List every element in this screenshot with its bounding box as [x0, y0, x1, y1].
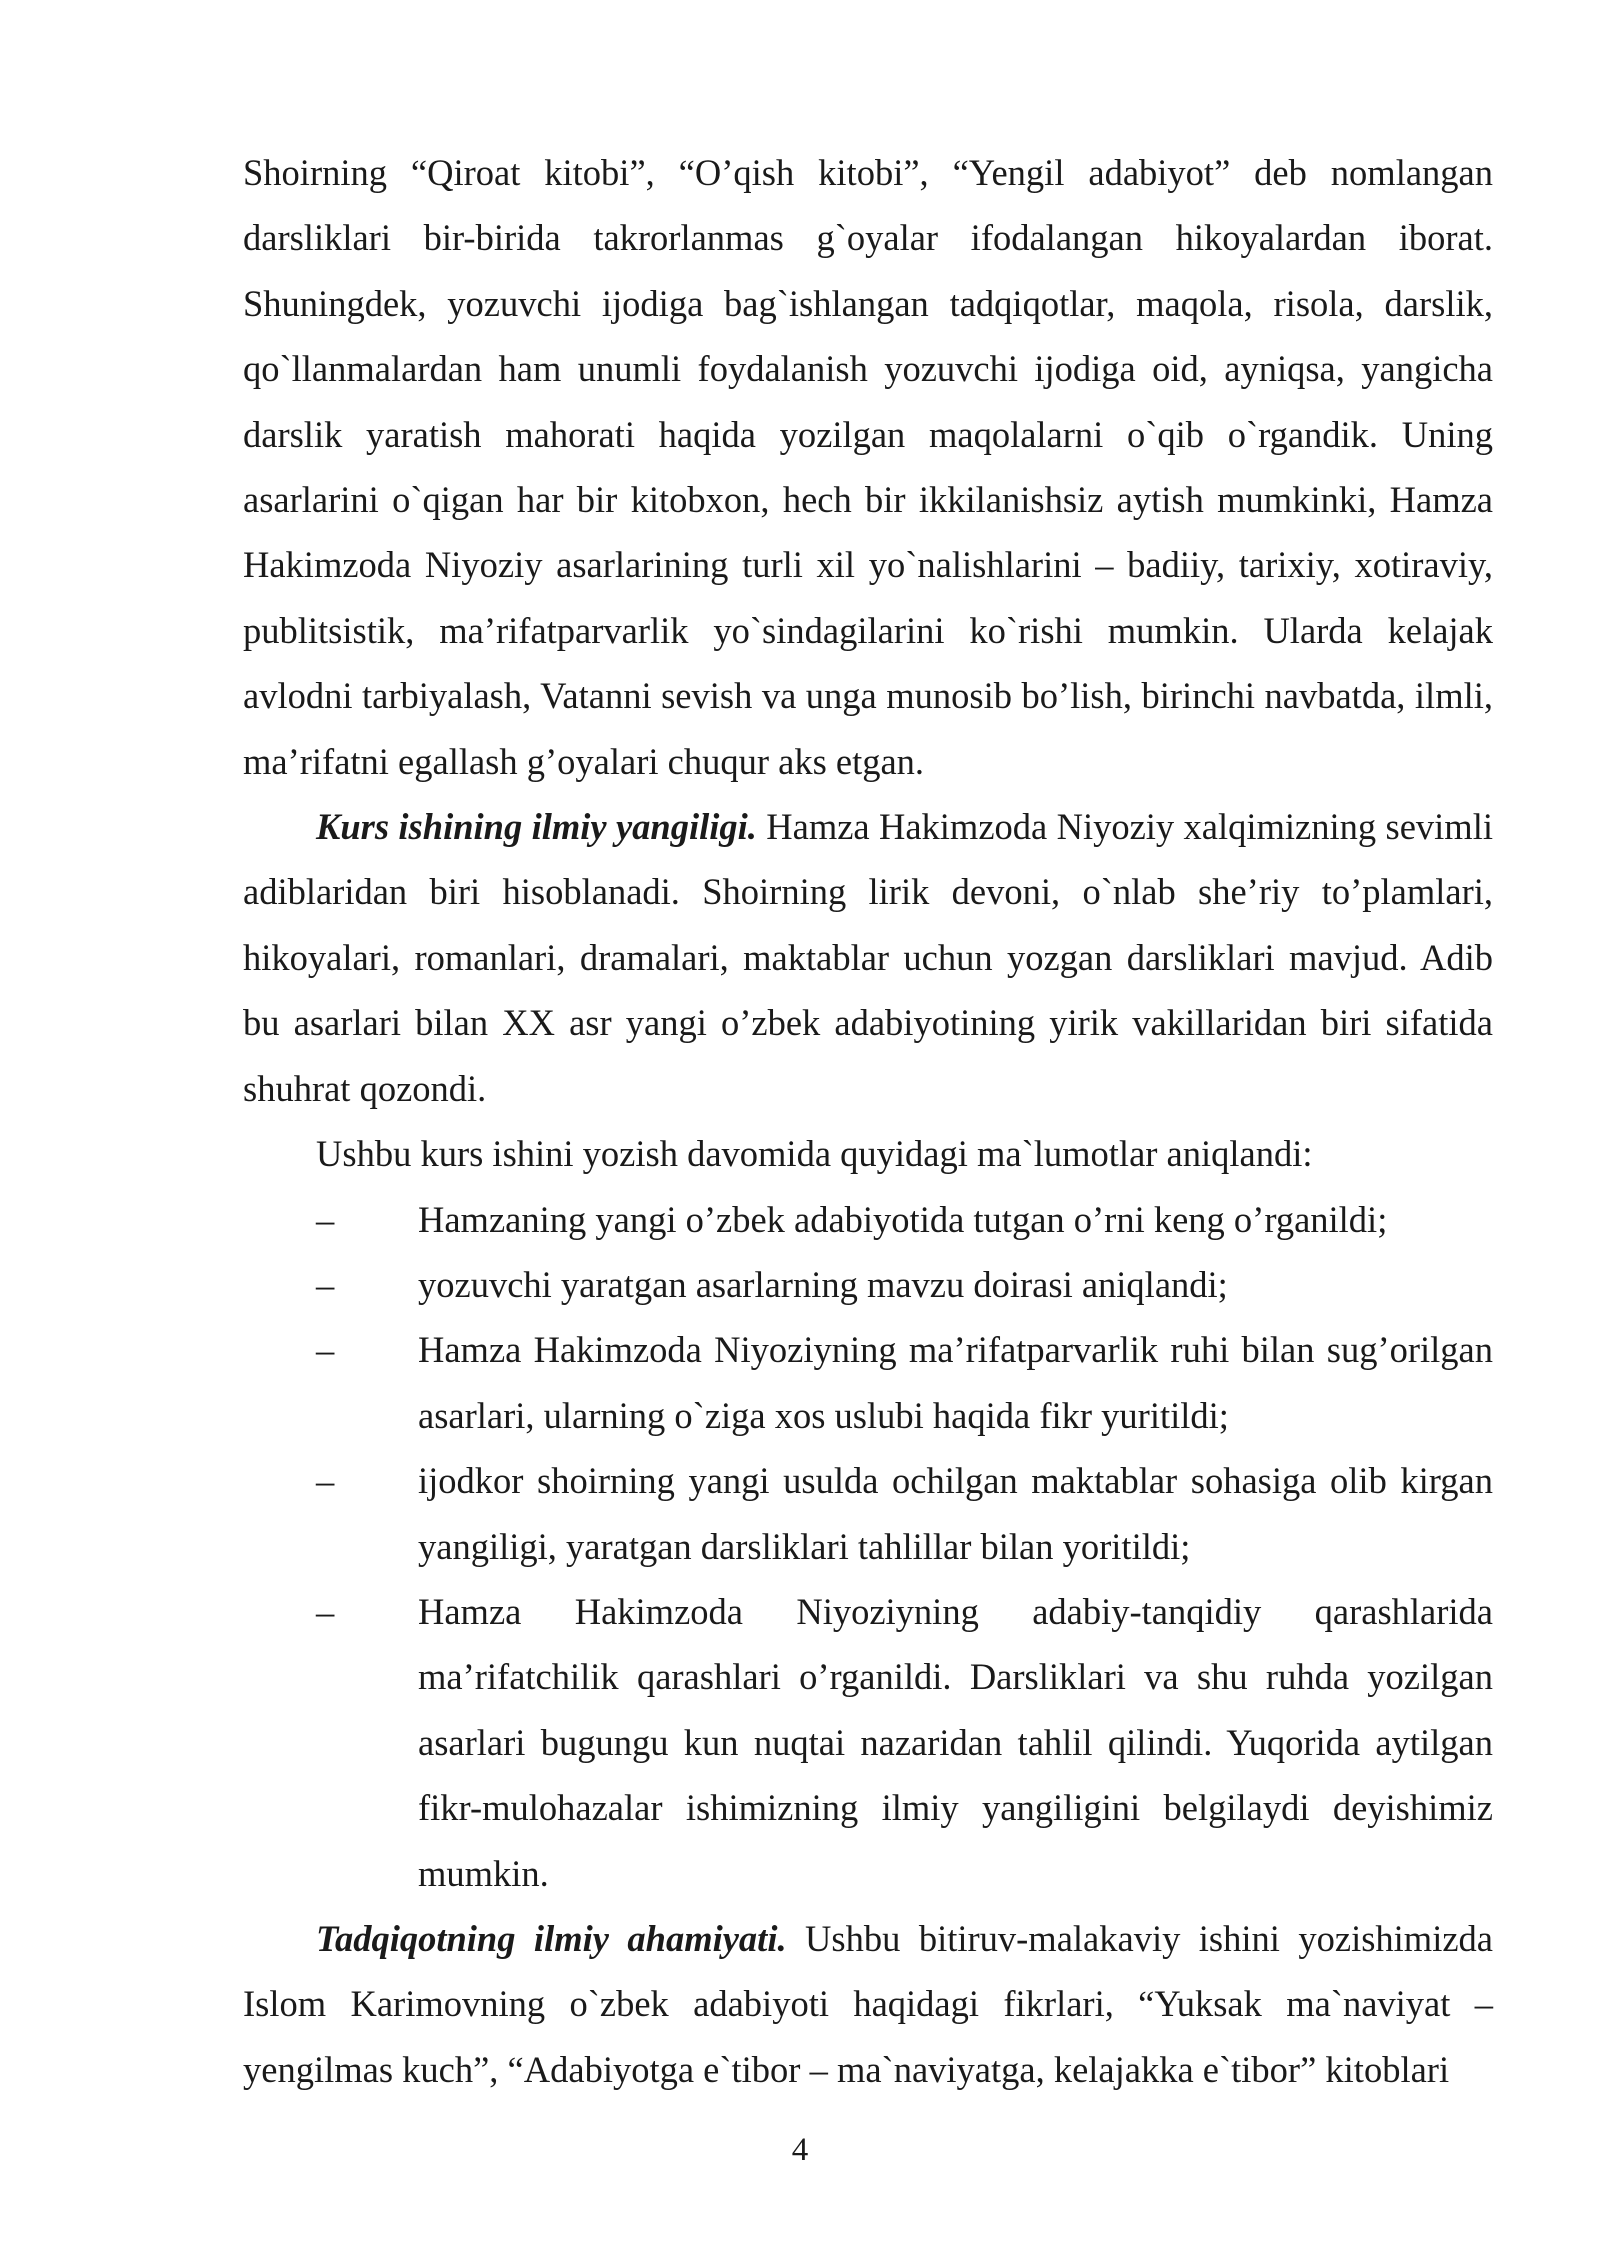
list-item	[243, 1579, 1493, 1906]
list-dash: –	[316, 1460, 335, 1502]
findings-list	[243, 1187, 1493, 1906]
significance-paragraph	[243, 1906, 1493, 2102]
novelty-text: Hamza Hakimzoda Niyoziy xalqimizning sevimli adiblaridan biri hisoblanadi. Shoirning lirik devoni, o`nlab she’riy to’plamlari, hikoyalari, romanlari, dramalari, maktablar uchun yozgan darsliklari mavjud. Adib bu asarlari bilan XX asr yangi o’zbek adabiyotining yirik vakillaridan biri sifatida shuhrat qozondi.	[243, 806, 1493, 1109]
list-item	[243, 1317, 1493, 1448]
list-item-text: ijodkor shoirning yangi usulda ochilgan maktablar sohasiga olib kirgan yangiligi, yaratgan darsliklari tahlillar bilan yoritildi;	[418, 1460, 1493, 1567]
list-item	[243, 1187, 1493, 1252]
list-item	[243, 1448, 1493, 1579]
findings-intro: Ushbu kurs ishini yozish davomida quyidagi ma`lumotlar aniqlandi:	[316, 1133, 1313, 1175]
list-dash: –	[316, 1590, 335, 1632]
list-dash: –	[316, 1198, 335, 1240]
list-item-text: Hamza Hakimzoda Niyoziyning adabiy-tanqidiy qarashlarida ma’rifatchilik qarashlari o’rganildi. Darsliklari va shu ruhda yozilgan asarlari bugungu kun nuqtai nazaridan tahlil qilindi. Yuqorida aytilgan fikr-mulohazalar ishimizning ilmiy yangiligini belgilaydi deyishimiz mumkin.	[418, 1590, 1493, 1894]
page-number: 4	[791, 2132, 809, 2168]
list-item-text: Hamzaning yangi o’zbek adabiyotida tutgan o’rni keng o’rganildi;	[418, 1198, 1388, 1240]
list-dash: –	[316, 1263, 335, 1305]
significance-heading: Tadqiqotning ilmiy ahamiyati.	[316, 1917, 787, 1959]
intro-paragraph: Shoirning “Qiroat kitobi”, “O’qish kitobi”, “Yengil adabiyot” deb nomlangan darsliklari bir-birida takrorlanmas g`oyalar ifodalangan hikoyalardan iborat. Shuningdek, yozuvchi ijodiga bag`ishlangan tadqiqotlar, maqola, risola, darslik, qo`llanmalardan ham unumli foydalanish yozuvchi ijodiga oid, ayniqsa, yangicha darslik yaratish mahorati haqida yozilgan maqolalarni o`qib o`rgandik. Uning asarlarini o`qigan har bir kitobxon, hech bir ikkilanishsiz aytish mumkinki, Hamza Hakimzoda Niyoziy asarlarining turli xil yo`nalishlarini – badiiy, tarixiy, xotiraviy, publitsistik, ma’rifatparvarlik yo`sindagilarini ko`rishi mumkin. Ularda kelajak avlodni tarbiyalash, Vatanni sevish va unga munosib bo’lish, birinchi navbatda, ilmli, ma’rifatni egallash g’oyalari chuqur aks etgan.	[243, 152, 1493, 782]
list-item-text: Hamza Hakimzoda Niyoziyning ma’rifatparvarlik ruhi bilan sug’orilgan asarlari, ularning o`ziga xos uslubi haqida fikr yuritildi;	[418, 1329, 1493, 1436]
significance-text: Ushbu bitiruv-malakaviy ishini yozishimizda Islom Karimovning o`zbek adabiyoti haqidagi fikrlari, “Yuksak ma`naviyat – yengilmas kuch”, “Adabiyotga e`tibor – ma`naviyatga, kelajakka e`tibor” kitoblari	[243, 1917, 1493, 2090]
novelty-heading: Kurs ishining ilmiy yangiligi.	[316, 806, 757, 848]
document-body	[243, 140, 1493, 2102]
novelty-paragraph	[243, 794, 1493, 1121]
list-dash: –	[316, 1329, 335, 1371]
list-item	[243, 1252, 1493, 1317]
list-item-text: yozuvchi yaratgan asarlarning mavzu doirasi aniqlandi;	[418, 1263, 1228, 1305]
